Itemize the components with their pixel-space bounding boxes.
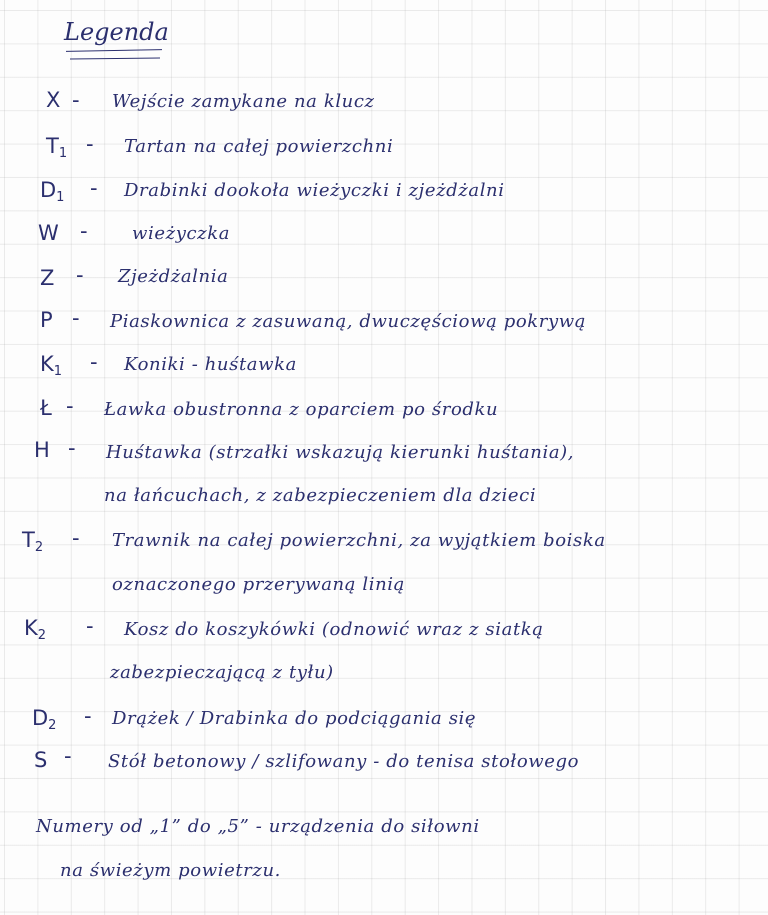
entry-dash: -	[72, 88, 80, 112]
entry-description: Wejście zamykane na klucz	[112, 91, 375, 112]
entry-code: Ł	[40, 396, 52, 420]
legend-title: Legenda	[64, 18, 169, 46]
entry-code: S	[34, 748, 48, 772]
entry-dash: -	[86, 614, 94, 638]
entry-dash: -	[90, 350, 98, 374]
entry-description: Zjeżdżalnia	[118, 266, 229, 287]
entry-description-continuation: na łańcuchach, z zabezpieczeniem dla dzieci	[104, 485, 537, 506]
entry-dash: -	[68, 436, 76, 460]
entry-description: Tartan na całej powierzchni	[124, 136, 394, 157]
title-underline	[66, 49, 162, 52]
entry-dash: -	[66, 394, 74, 418]
entry-dash: -	[84, 704, 92, 728]
entry-dash: -	[86, 132, 94, 156]
entry-description: Drążek / Drabinka do podciągania się	[112, 708, 477, 729]
entry-description: Huśtawka (strzałki wskazują kierunki huśtania),	[106, 442, 575, 463]
entry-description: Piaskownica z zasuwaną, dwuczęściową pokrywą	[110, 311, 587, 332]
entry-code: W	[38, 221, 59, 245]
entry-description: Trawnik na całej powierzchni, za wyjątkiem boiska	[112, 530, 606, 551]
entry-dash: -	[72, 306, 80, 330]
entry-code: $K_2$	[24, 616, 47, 643]
entry-description: wieżyczka	[132, 223, 231, 244]
entry-dash: -	[90, 176, 98, 200]
entry-description: Kosz do koszykówki (odnowić wraz z siatką	[124, 619, 544, 640]
entry-dash: -	[76, 263, 84, 287]
entry-description: Koniki - huśtawka	[124, 354, 297, 375]
entry-description-continuation: zabezpieczającą z tyłu)	[110, 662, 334, 683]
entry-code: P	[40, 308, 53, 332]
entry-dash: -	[72, 526, 80, 550]
entry-code: $T_1$	[46, 134, 68, 161]
entry-description-continuation: oznaczonego przerywaną linią	[112, 574, 405, 595]
entry-description: Drabinki dookoła wieżyczki i zjeżdżalni	[124, 180, 505, 201]
entry-dash: -	[80, 219, 88, 243]
entry-code: H	[34, 438, 50, 462]
entry-code: $D_2$	[32, 706, 57, 733]
entry-code: X	[46, 88, 61, 112]
entry-description: Ławka obustronna z oparciem po środku	[104, 399, 499, 420]
entry-description: Stół betonowy / szlifowany - do tenisa stołowego	[108, 751, 580, 772]
title-underline-second	[70, 58, 160, 60]
entry-code: $D_1$	[40, 178, 65, 205]
entry-code: Z	[40, 266, 55, 290]
entry-dash: -	[64, 744, 72, 768]
entry-code: $K_1$	[40, 352, 63, 379]
entry-code: $T_2$	[22, 528, 44, 555]
equipment-note-continuation: na świeżym powietrzu.	[60, 860, 281, 881]
equipment-note: Numery od „1” do „5” - urządzenia do siłowni	[36, 816, 480, 837]
